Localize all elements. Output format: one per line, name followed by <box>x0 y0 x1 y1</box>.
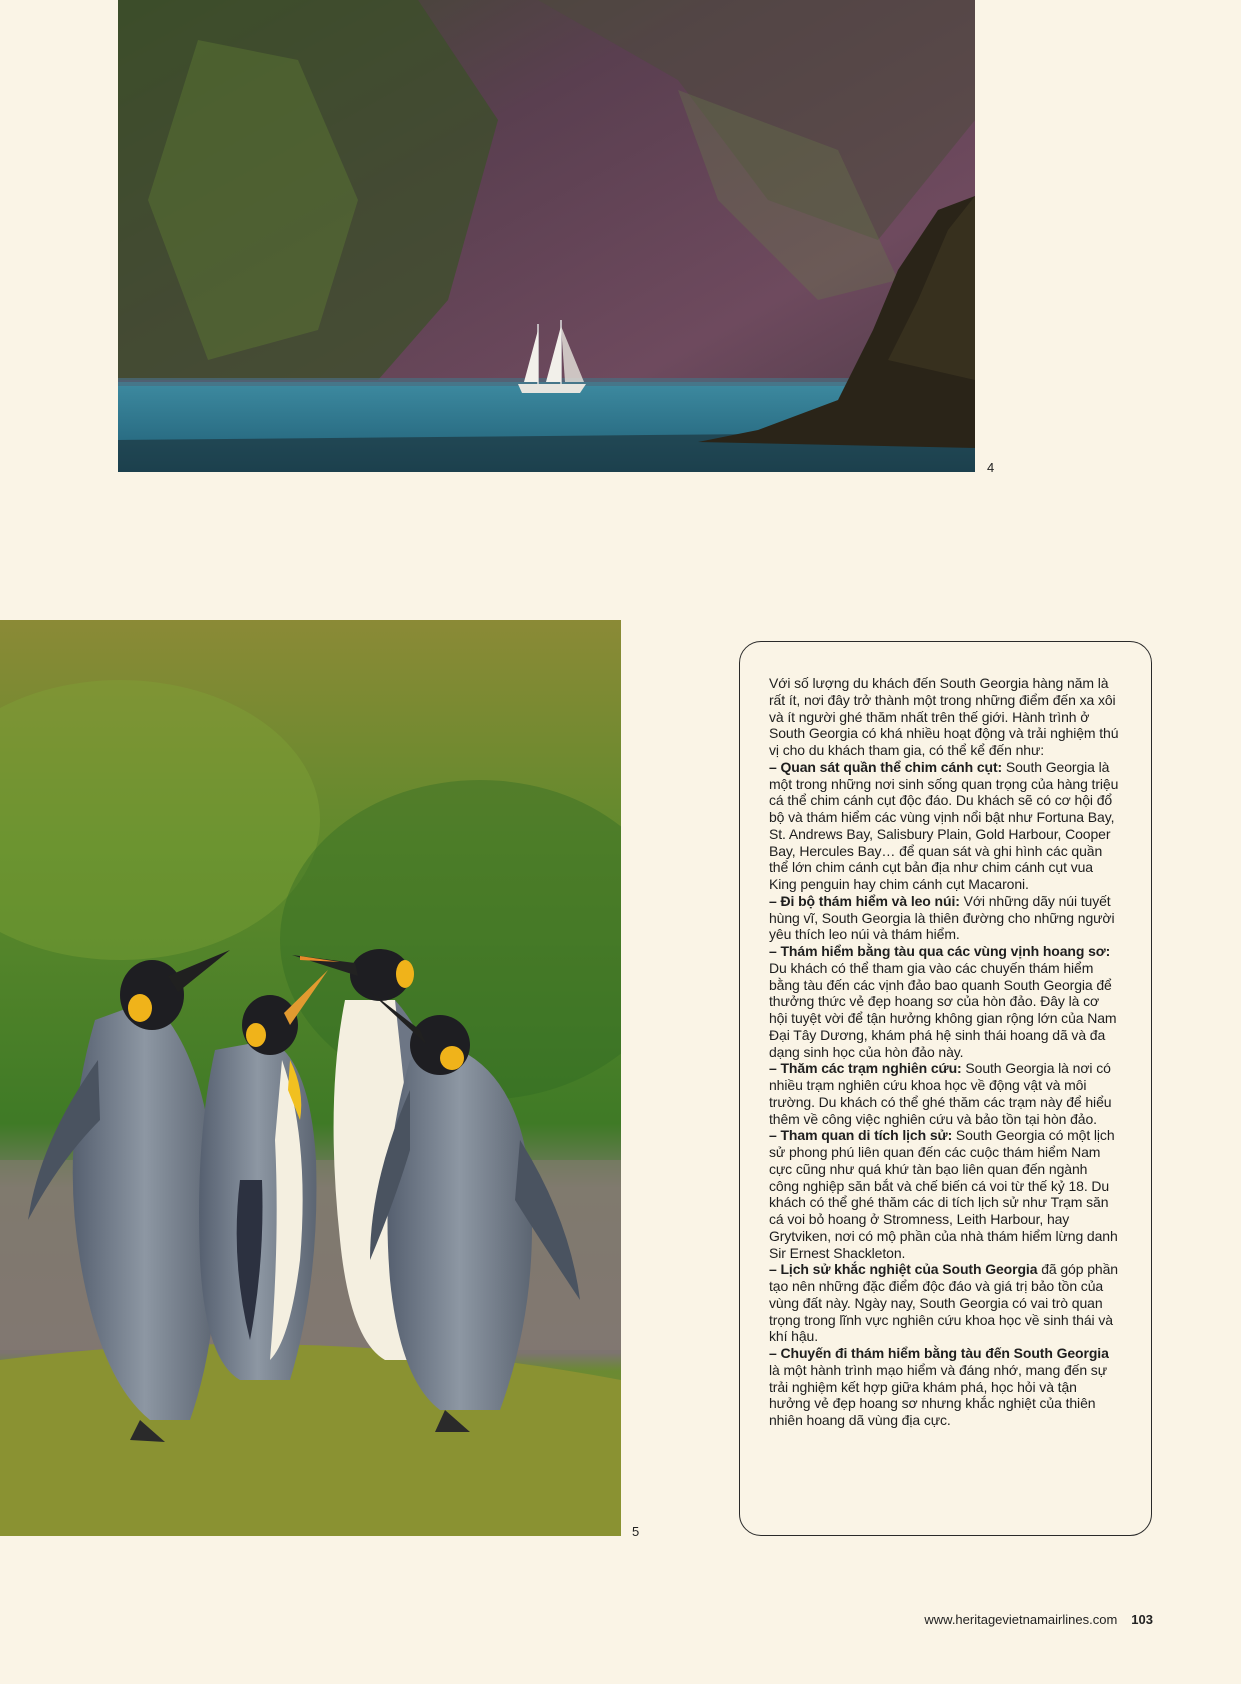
sailboat-fjord-image <box>118 0 975 472</box>
article-item-text: South Georgia là nơi có nhiều trạm nghiên cứu khoa học về động vật và môi trường. Du khách có thể ghé thăm các trạm này để hiểu thêm về công việc nghiên cứu và bảo tồn tại hòn đảo. <box>769 1060 1112 1127</box>
article-item-text: đã góp phần tạo nên những đặc điểm độc đáo và giá trị bảo tồn của vùng đất này. Ngày nay, South Georgia có vai trò quan trọng trong lĩnh vực nghiên cứu khoa học về sinh thái và khí hậu. <box>769 1261 1118 1345</box>
photo-caption-number: 4 <box>987 460 995 475</box>
article-item-heading: – Chuyến đi thám hiểm bằng tàu đến South Georgia <box>769 1345 1109 1361</box>
article-item-heading: – Thăm các trạm nghiên cứu: <box>769 1060 962 1077</box>
photo-king-penguins <box>0 620 621 1536</box>
footer-url[interactable]: www.heritagevietnamairlines.com <box>924 1612 1118 1627</box>
article-item <box>769 1345 1119 1429</box>
article-item-heading: – Lịch sử khắc nghiệt của South Georgia <box>769 1261 1038 1278</box>
article-item <box>769 1127 1119 1261</box>
article-item <box>769 1261 1119 1345</box>
article-item-heading: – Thám hiểm bằng tàu qua các vùng vịnh hoang sơ: <box>769 943 1111 959</box>
article-item-text: Du khách có thể tham gia vào các chuyến thám hiểm bằng tàu đến các vịnh đảo bao quanh South Georgia để thưởng thức vẻ đẹp hoang sơ của hòn đảo. Đây là cơ hội tuyệt vời để tận hưởng không gian rộng lớn của Nam Đại Tây Dương, khám phá hệ sinh thái hoang dã và đa dạng sinh học của hòn đảo này. <box>769 959 1117 1060</box>
article-item <box>769 893 1119 943</box>
photo-sailboat-fjord <box>118 0 975 472</box>
article-text-box <box>739 641 1152 1536</box>
article-item <box>769 943 1119 1060</box>
photo-caption-number: 5 <box>632 1524 640 1539</box>
article-body <box>769 675 1119 1429</box>
article-item-text: South Georgia có một lịch sử phong phú liên quan đến các cuộc thám hiểm Nam cực cũng như quá khứ tàn bạo liên quan đến ngành công nghiệp săn bắt và chế biến cá voi từ thế kỷ 18. Du khách có thể ghé thăm các di tích lịch sử như Trạm săn cá voi bỏ hoang ở Stromness, Leith Harbour, hay Grytviken, nơi có mộ phần của nhà thám hiểm lừng danh Sir Ernest Shackleton. <box>769 1127 1118 1261</box>
article-item-heading: – Quan sát quần thể chim cánh cụt: <box>769 758 1003 775</box>
page-footer <box>924 1612 1153 1627</box>
article-item-text: South Georgia là một trong những nơi sinh sống quan trọng của hàng triệu cá thể chim cánh cụt độc đáo. Du khách sẽ có cơ hội đổ bộ và thám hiểm các vùng vịnh nổi bật như Fortuna Bay, St. Andrews Bay, Salisbury Plain, Gold Harbour, Cooper Bay, Hercules Bay… để quan sát và ghi hình các quần thể lớn chim cánh cụt bản địa như chim cánh cụt vua King penguin hay chim cánh cụt Macaroni. <box>769 758 1119 892</box>
article-item-heading: – Đi bộ thám hiểm và leo núi: <box>769 892 960 909</box>
article-item-heading: – Tham quan di tích lịch sử: <box>769 1127 953 1144</box>
article-intro: Với số lượng du khách đến South Georgia hàng năm là rất ít, nơi đây trở thành một trong những điểm đến xa xôi và ít người ghé thăm nhất trên thế giới. Hành trình ở South Georgia có khá nhiều hoạt động và trải nghiệm thú vị cho du khách tham gia, có thể kể đến như: <box>769 675 1119 758</box>
article-item <box>769 1060 1119 1127</box>
article-item-text: là một hành trình mạo hiểm và đáng nhớ, mang đến sự trải nghiệm kết hợp giữa khám phá, học hỏi và tận hưởng vẻ đẹp hoang sơ nhưng khắc nghiệt của thiên nhiên hoang dã vùng địa cực. <box>769 1361 1107 1428</box>
article-item <box>769 759 1119 893</box>
page-number: 103 <box>1131 1612 1153 1627</box>
article-item-text: Với những dãy núi tuyết hùng vĩ, South Georgia là thiên đường cho những người yêu thích leo núi và thám hiểm. <box>769 892 1115 943</box>
king-penguins-image <box>0 620 621 1536</box>
